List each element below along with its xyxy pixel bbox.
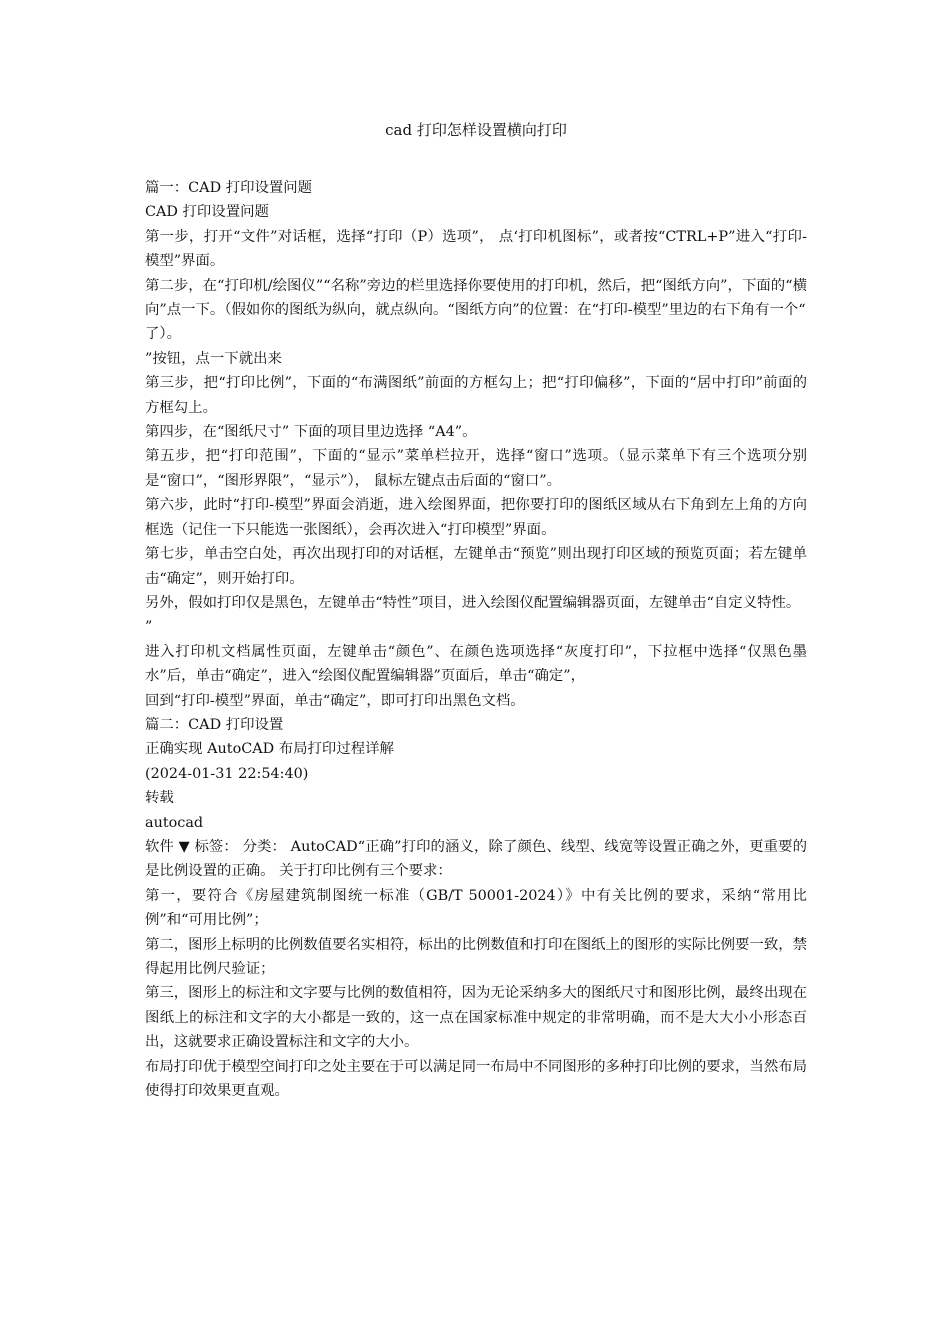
paragraph-17: 正确实现 AutoCAD 布局打印过程详解 [145,741,394,758]
paragraph-21: 软件 ▼ 标签： 分类： AutoCAD“正确”打印的涵义，除了颜色、线型、线宽等设置正确之外，更重要的是比例设置的正确。 关于打印比例有三个要求： [145,838,807,880]
document-body [145,176,807,1103]
paragraph-24: 第三，图形上的标注和文字要与比例的数值相符，因为无论采纳多大的图纸尺寸和图形比例，最终出现在图纸上的标注和文字的大小都是一致的，这一点在国家标准中规定的非常明确，而不是大大小小形态百出，这就要求正确设置标注和文字的大小。 [145,985,807,1051]
paragraph-2: CAD 打印设置问题 [145,204,269,221]
paragraph-1: 篇一：CAD 打印设置问题 [145,180,313,196]
paragraph-4: 第二步，在“打印机/绘图仪”“名称”旁边的栏里选择你要使用的打印机，然后，把“图纸方向”，下面的“横向”点一下。（假如你的图纸为纵向，就点纵向。“图纸方向”的位置：在“打印-模型”里边的右下角有一个“ [145,277,807,319]
paragraph-3: 第一步，打开“文件”对话框，选择“打印（P）选项”， 点‘打印机图标”，或者按“CTRL+P”进入“打印-模型”界面。 [145,228,807,270]
paragraph-20: autocad [145,814,204,831]
paragraph-5: 了）。 [145,326,181,343]
document-page [145,118,807,1103]
paragraph-13: ” [145,619,153,636]
paragraph-7: 第三步，把“打印比例”，下面的“布满图纸”前面的方框勾上；把“打印偏移”，下面的“居中打印”前面的方框勾上。 [145,375,807,416]
paragraph-19: 转载 [145,790,174,807]
paragraph-12: 另外，假如打印仅是黑色，左键单击“特性”项目，进入绘图仪配置编辑器页面，左键单击“自定义特性。 [145,594,801,611]
paragraph-23: 第二，图形上标明的比例数值要名实相符，标出的比例数值和打印在图纸上的图形的实际比例要一致，禁得起用比例尺验证； [145,936,807,977]
document-title: cad 打印怎样设置横向打印 [385,121,567,139]
paragraph-15: 回到“打印-模型”界面，单击“确定”，即可打印出黑色文档。 [145,692,525,709]
paragraph-22: 第一，要符合《房屋建筑制图统一标准（GB/T 50001-2024）》中有关比例的要求，采纳“常用比例”和“可用比例”； [145,887,807,929]
paragraph-6: ”按钮，点一下就出来 [145,350,282,367]
paragraph-9: 第五步，把“打印范围”，下面的“显示”菜单栏拉开，选择“窗口”选项。（显示菜单下有三个选项分别是“窗口”，“图形界限”，“显示”）， 鼠标左键点击后面的“窗口”。 [145,448,807,489]
paragraph-11: 第七步，单击空白处，再次出现打印的对话框，左键单击“预览”则出现打印区域的预览页面；若左键单击“确定”，则开始打印。 [145,546,807,587]
paragraph-8: 第四步，在“图纸尺寸” 下面的项目里边选择 “A4”。 [145,424,477,441]
paragraph-18: (2024-01-31 22:54:40) [145,765,309,782]
paragraph-14: 进入打印机文档属性页面，左键单击“颜色”、在颜色选项选择“灰度打印”，下拉框中选择“仅黑色墨水”后，单击“确定”，进入“绘图仪配置编辑器”页面后，单击“确定”， [145,643,807,685]
paragraph-16: 篇二：CAD 打印设置 [145,716,284,733]
paragraph-25: 布局打印优于模型空间打印之处主要在于可以满足同一布局中不同图形的多种打印比例的要求，当然布局使得打印效果更直观。 [145,1058,807,1100]
paragraph-10: 第六步，此时“打印-模型”界面会消逝，进入绘图界面，把你要打印的图纸区域从右下角到左上角的方向框选（记住一下只能选一张图纸），会再次进入“打印模型”界面。 [145,497,807,538]
